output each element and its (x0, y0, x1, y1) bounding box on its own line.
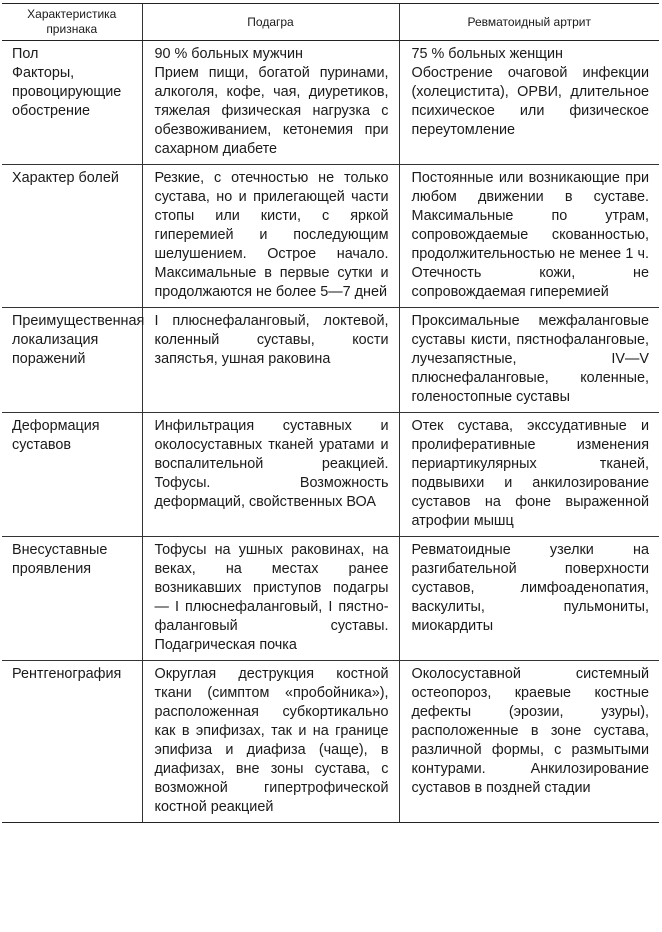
ra-cell (399, 537, 659, 661)
cell-text: Преимущественная локализация поражений (12, 313, 145, 367)
header-ra: Ревматоидный артрит (399, 4, 659, 41)
comparison-table (2, 3, 659, 823)
feature-cell (2, 537, 142, 661)
gout-cell (142, 537, 399, 661)
cell-text: Околосуставной системный остеопороз, краевые костные дефекты (эрозии, узуры), расположенные в зоне сустава, различной формы, с размытыми контурами. Анкилозирование суставов в поздней стадии (411, 666, 649, 796)
feature-cell (2, 413, 142, 537)
cell-text: 90 % больных мужчин (154, 46, 303, 62)
cell-text: Прием пищи, богатой пуринами, алкоголя, кофе, чая, диуретиков, тяжелая физическая нагрузка с обезвоживанием, кетонемия при сахарном диабете (154, 65, 389, 157)
ra-cell (399, 165, 659, 308)
table-body (2, 41, 659, 823)
table-row (2, 537, 659, 661)
cell-text: Деформация суставов (12, 418, 100, 453)
ra-cell (399, 41, 659, 165)
cell-text: Факторы, провоцирующие обострение (12, 65, 122, 119)
cell-text: Тофусы на ушных раковинах, на веках, на местах ранее возникавших приступов подагры — I плюснефаланговый, I пястно-фаланговый суставы. Подагрическая почка (154, 542, 389, 653)
ra-cell (399, 308, 659, 413)
table-row (2, 661, 659, 823)
table-row (2, 413, 659, 537)
cell-text: Обострение очаговой инфекции (холецистита), ОРВИ, длительное психическое или физическое переутомление (411, 65, 649, 138)
ra-cell (399, 661, 659, 823)
header-feature: Характеристика признака (2, 4, 142, 41)
header-row (2, 4, 659, 41)
table-row (2, 41, 659, 165)
feature-cell (2, 165, 142, 308)
table-row (2, 308, 659, 413)
ra-cell (399, 413, 659, 537)
gout-cell (142, 41, 399, 165)
cell-text: Постоянные или возникающие при любом движении в суставе. Максимальные по утрам, сопровождаемые скованностью, продолжительностью не менее 1 ч. Отечность кожи, не сопровождаемая гиперемией (411, 170, 649, 300)
gout-cell (142, 165, 399, 308)
cell-text: Характер болей (12, 170, 119, 186)
cell-text: Ревматоидные узелки на разгибательной поверхности суставов, лимфоаденопатия, васкулиты, пульмониты, миокардиты (411, 542, 649, 634)
feature-cell (2, 661, 142, 823)
cell-text: Пол (12, 46, 39, 62)
cell-text: Внесуставные проявления (12, 542, 108, 577)
cell-text: I плюснефаланговый, локтевой, коленный суставы, кости запястья, ушная раковина (154, 313, 389, 367)
cell-text: Резкие, с отечностью не только сустава, но и прилегающей части стопы или кисти, с яркой гиперемией и последующим шелушением. Острое начало. Максимальные в первые сутки и продолжаются не более 5—7 дней (154, 170, 389, 300)
feature-cell (2, 308, 145, 413)
gout-cell (142, 308, 399, 413)
cell-text: Отек сустава, экссудативные и пролиферативные изменения периартикулярных тканей, подвывихи и анкилозирование суставов на фоне выраженной атрофии мышц (411, 418, 649, 529)
cell-text: Инфильтрация суставных и околосуставных тканей уратами и воспалительной реакцией. Тофусы. Возможность деформаций, свойственных ВОА (154, 418, 389, 510)
feature-cell (2, 41, 142, 165)
cell-text: Проксимальные межфаланговые суставы кисти, пястнофаланговые, лучезапястные, IV—V плюснефаланговые, коленные, голеностопные суставы (411, 313, 649, 405)
table-header (2, 4, 659, 41)
cell-text: Рентгенография (12, 666, 122, 682)
header-gout: Подагра (142, 4, 399, 41)
cell-text: Округлая деструкция костной ткани (симптом «пробойника»), расположенная субкортикально как в эпифизах, так и на границе эпифиза и диафиза (чаще), в диафизах, вне зоны сустава, с возможной гипертрофической костной реакцией (154, 666, 389, 815)
gout-cell (142, 661, 399, 823)
table-row (2, 165, 659, 308)
cell-text: 75 % больных женщин (411, 46, 564, 62)
gout-cell (142, 413, 399, 537)
